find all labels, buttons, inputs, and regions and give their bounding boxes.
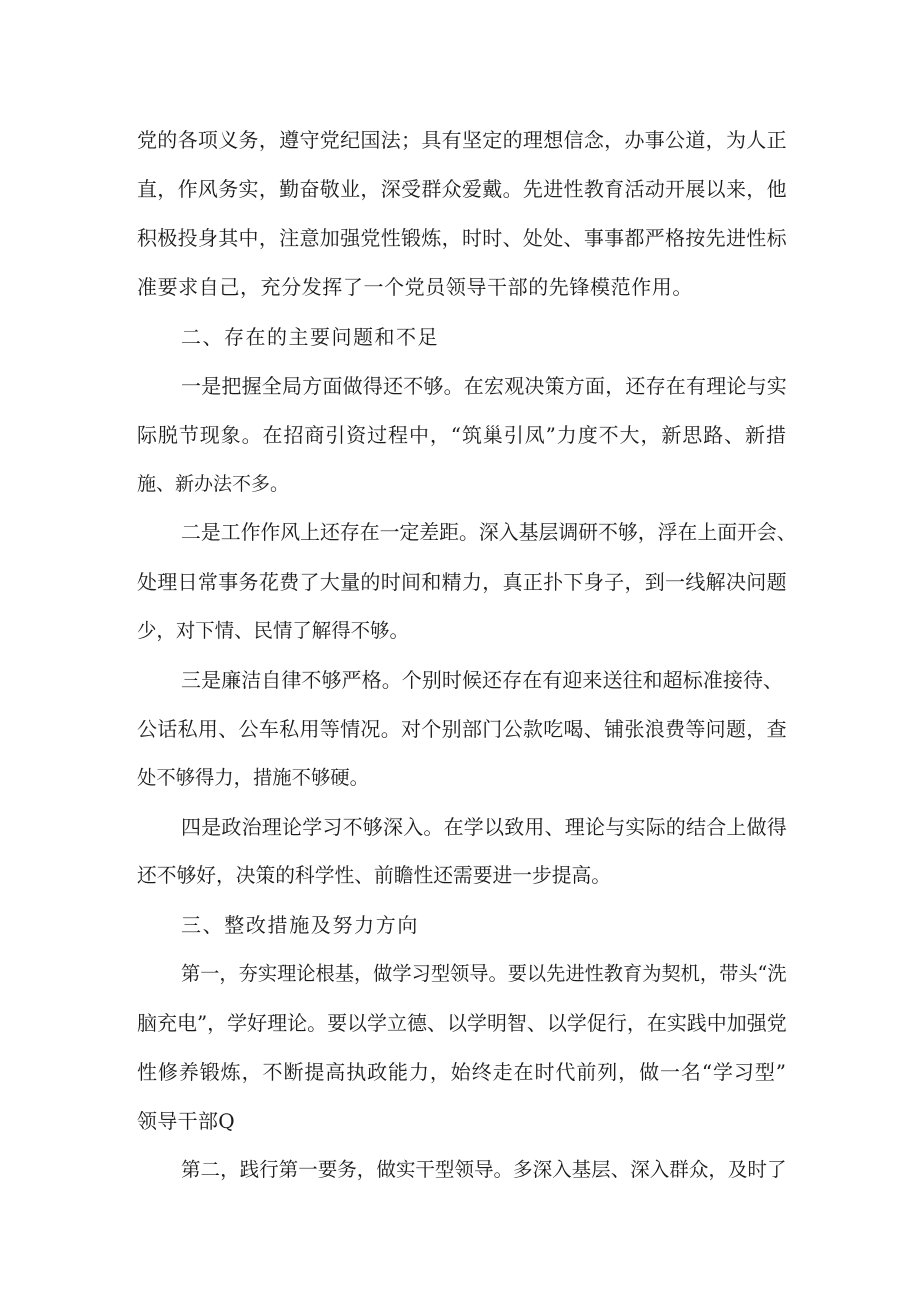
text-line-1: 党的各项义务，遵守党纪国法；具有坚定的理想信念，办事公道，为人正 <box>137 128 787 152</box>
text-line-8: 施、新办法不多。 <box>137 473 290 495</box>
text-line-22: 第二，践行第一要务，做实干型领导。多深入基层、深入群众，及时了 <box>181 1158 787 1181</box>
text-line-2: 直，作风务实，勤奋敬业，深受群众爱戴。先进性教育活动开展以来，他 <box>137 177 787 201</box>
text-line-9: 二是工作作风上还存在一定差距。深入基层调研不够，浮在上面开会、 <box>181 521 797 544</box>
text-line-12: 三是廉洁自律不够严格。个别时候还存在有迎来送往和超标准接待、 <box>181 668 784 692</box>
text-line-16: 还不够好，决策的科学性、前瞻性还需要进一步提高。 <box>137 864 612 887</box>
text-line-19: 脑充电”，学好理论。要以学立德、以学明智、以学促行，在实践中加强党 <box>137 1011 787 1035</box>
text-line-6: 一是把握全局方面做得还不够。在宏观决策方面，还存在有理论与实 <box>181 374 787 398</box>
section-heading-3: 三、整改措施及努力方向 <box>181 913 420 937</box>
text-line-3: 积极投身其中，注意加强党性锻炼，时时、处处、事事都严格按先进性标 <box>137 226 787 250</box>
text-line-18: 第一，夯实理论根基，做学习型领导。要以先进性教育为契机，带头“洗 <box>181 962 787 985</box>
text-line-11: 少，对下情、民情了解得不够。 <box>137 619 409 642</box>
text-line-7: 际脱节现象。在招商引资过程中，“筑巢引凤”力度不大，新思路、新措 <box>137 423 787 447</box>
text-line-10: 处理日常事务花费了大量的时间和精力，真正扑下身子，到一线解决问题 <box>137 570 787 594</box>
text-line-15: 四是政治理论学习不够深入。在学以致用、理论与实际的结合上做得 <box>181 815 787 839</box>
section-heading-2: 二、存在的主要问题和不足 <box>181 325 439 349</box>
text-line-4: 准要求自己，充分发挥了一个党员领导干部的先锋模范作用。 <box>137 275 693 299</box>
text-line-20: 性修养锻炼，不断提高执政能力，始终走在时代前列，做一名“学习型” <box>137 1060 787 1084</box>
text-line-21: 领导干部Q <box>137 1109 235 1133</box>
text-line-14: 处不够得力，措施不够硬。 <box>137 766 369 789</box>
text-line-13: 公话私用、公车私用等情况。对个别部门公款吃喝、铺张浪费等问题，查 <box>137 717 787 741</box>
